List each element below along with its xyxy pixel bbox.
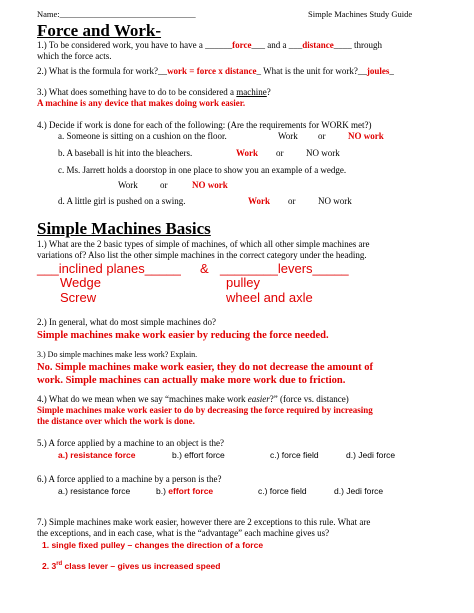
s2-question-4: [37, 395, 349, 405]
s2-q4-text-post: ?” (force vs. distance): [269, 394, 349, 404]
inclined-plane-item-wedge: Wedge: [60, 275, 101, 290]
s2-question-2: 2.) In general, what do most simple machines do?: [37, 317, 216, 327]
question-4c-answer-no-work: NO work: [192, 180, 228, 190]
s2-question-5-option-d: d.) Jedi force: [346, 450, 396, 460]
q3-text-machine: machine: [236, 87, 267, 97]
s2-q7-ans2-superscript: rd: [56, 561, 63, 567]
q2-text-mid: _ What is the unit for work?__: [256, 66, 367, 76]
s2-question-7-line-1: 7.) Simple machines make work easier, however there are 2 exceptions to this rule. What are: [37, 517, 371, 527]
s2-question-5-option-b: b.) effort force: [172, 450, 225, 460]
s2-question-5: 5.) A force applied by a machine to an object is the?: [37, 438, 224, 448]
question-4a-text: a. Someone is sitting on a cushion on the floor.: [58, 131, 227, 141]
s2-question-5-option-c: c.) force field: [270, 450, 319, 460]
question-4: 4.) Decide if work is done for each of the following: (Are the requirements for WORK met?): [37, 120, 372, 130]
section-title-force-and-work: Force and Work-: [37, 21, 162, 40]
question-4d-no-work: NO work: [318, 196, 352, 206]
s2-q7-ans2-text: class lever – gives us increased speed: [62, 560, 221, 571]
q3-text-end: ?: [266, 87, 271, 97]
question-4c-work: Work: [118, 180, 138, 190]
document-title: Simple Machines Study Guide: [308, 9, 413, 19]
q1-answer-force: force: [232, 40, 252, 50]
q1-text-pre: 1.) To be considered work, you have to have a ______: [37, 40, 233, 50]
s2-q4-text-easier: easier: [247, 394, 270, 404]
s2-question-6-option-d: d.) Jedi force: [334, 486, 384, 496]
question-1-line-2: which the force acts.: [37, 51, 112, 61]
question-1: [37, 41, 382, 51]
question-4a-work: Work: [278, 131, 298, 141]
s2-question-3: 3.) Do simple machines make less work? Explain.: [37, 350, 198, 359]
s2-question-1-line-1: 1.) What are the 2 basic types of simple of machines, of which all other simple machines are: [37, 239, 370, 249]
question-4c-or: or: [160, 180, 168, 190]
q3-text: 3.) What does something have to do to be considered a: [37, 87, 237, 97]
s2-question-1-line-2: variations of? Also list the other simple machines in the correct category under the heading.: [37, 250, 367, 260]
s2-question-3-answer-line-1: No. Simple machines make work easier, they do not decrease the amount of: [37, 362, 373, 373]
heading-inclined-planes: ___inclined planes_____: [37, 261, 181, 276]
question-4b-or: or: [276, 148, 284, 158]
question-4a-or: or: [318, 131, 326, 141]
question-3-answer: A machine is any device that makes doing work easier.: [37, 98, 246, 108]
s2-question-5-answer-resistance-force: a.) resistance force: [58, 450, 136, 460]
s2-question-7-line-2: the exceptions, and in each case, what is the “advantage” each machine gives us?: [37, 528, 330, 538]
s2-question-2-answer: Simple machines make work easier by reducing the force needed.: [37, 330, 329, 341]
s2-question-3-answer-line-2: work. Simple machines can actually make more work due to friction.: [37, 375, 346, 386]
q1-answer-distance: distance: [302, 40, 334, 50]
question-4d-or: or: [288, 196, 296, 206]
name-field-label: Name:________________________________: [37, 9, 196, 19]
s2-q6-option-b-letter: b.): [156, 486, 166, 496]
q2-answer-unit: joules: [366, 66, 390, 76]
q2-text-post: _: [389, 66, 394, 76]
question-3: [37, 88, 271, 98]
question-2: [37, 67, 394, 77]
s2-question-6: 6.) A force applied to a machine by a person is the?: [37, 474, 222, 484]
heading-ampersand: &: [200, 261, 209, 276]
s2-question-6-option-a: a.) resistance force: [58, 486, 131, 496]
question-4d-answer-work: Work: [248, 196, 271, 206]
s2-question-4-answer-line-1: Simple machines make work easier to do by decreasing the force required by increasing: [37, 405, 373, 415]
s2-question-6-option-b: [156, 487, 213, 496]
question-4a-answer-no-work: NO work: [348, 131, 384, 141]
inclined-plane-item-screw: Screw: [60, 290, 97, 305]
lever-item-wheel-and-axle: wheel and axle: [226, 290, 313, 305]
q2-text-pre: 2.) What is the formula for work?__: [37, 66, 168, 76]
q1-text-post: ____ through: [333, 40, 382, 50]
q1-text-mid: ___ and a ___: [251, 40, 303, 50]
section-title-simple-machines-basics: Simple Machines Basics: [37, 219, 211, 238]
s2-question-6-answer-effort-force: effort force: [168, 486, 214, 496]
s2-question-7-answer-1: 1. single fixed pulley – changes the direction of a force: [42, 540, 264, 550]
question-4b-text: b. A baseball is hit into the bleachers.: [58, 148, 193, 158]
heading-levers: ________levers_____: [220, 261, 349, 276]
question-4b-no-work: NO work: [306, 148, 340, 158]
s2-q7-ans2-prefix: 2. 3: [42, 560, 57, 571]
question-4b-answer-work: Work: [236, 148, 259, 158]
s2-q4-text-pre: 4.) What do we mean when we say “machines make work: [37, 394, 248, 404]
question-4d-text: d. A little girl is pushed on a swing.: [58, 196, 186, 206]
lever-item-pulley: pulley: [226, 275, 260, 290]
q2-answer-formula: work = force x distance: [167, 66, 257, 76]
question-4c-text: c. Ms. Jarrett holds a doorstop in one place to show you an example of a wedge.: [58, 165, 347, 175]
s2-question-6-option-c: c.) force field: [258, 486, 307, 496]
s2-question-4-answer-line-2: the distance over which the work is done.: [37, 416, 195, 426]
s2-question-7-answer-2: [42, 561, 220, 571]
